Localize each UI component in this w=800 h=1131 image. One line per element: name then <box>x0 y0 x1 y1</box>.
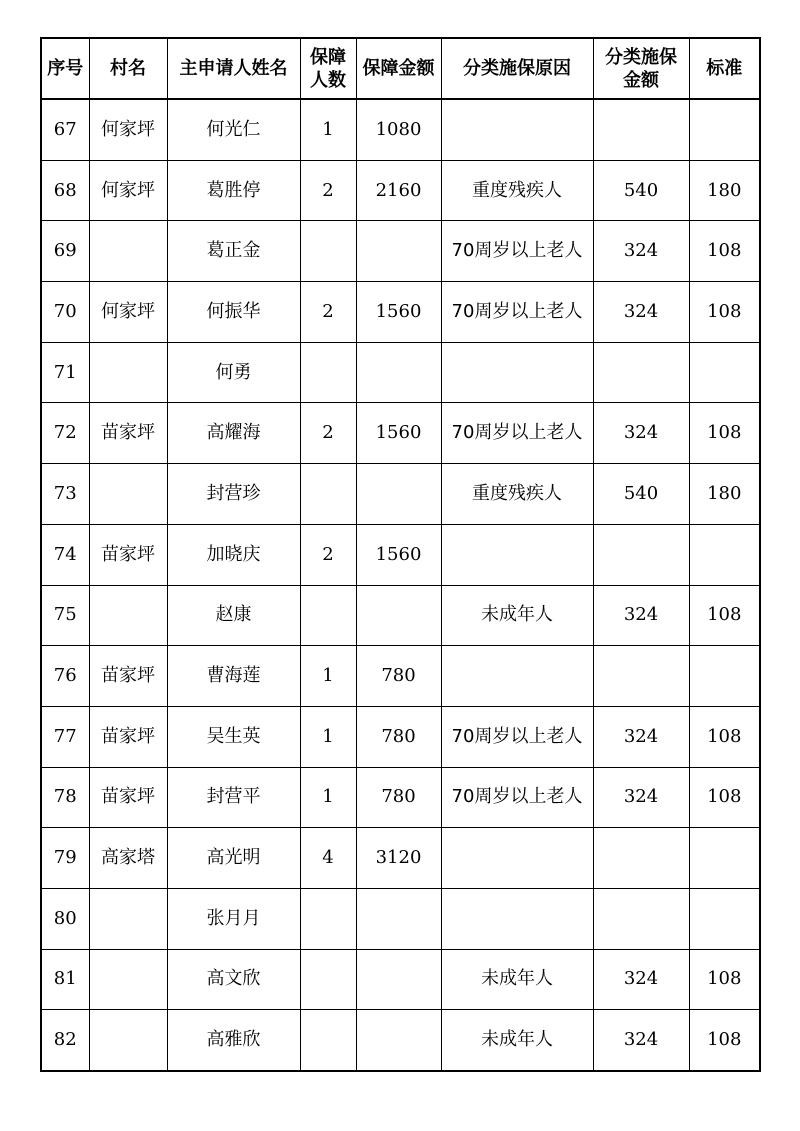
cell-standard <box>689 342 760 403</box>
cell-village: 何家坪 <box>89 99 167 160</box>
table-row <box>41 342 760 403</box>
cell-standard: 108 <box>689 282 760 343</box>
cell-standard: 180 <box>689 464 760 525</box>
cell-amount: 780 <box>356 767 441 828</box>
cell-standard <box>689 646 760 707</box>
header-count: 保障人数 <box>300 38 356 99</box>
cell-applicant: 吴生英 <box>167 706 300 767</box>
cell-seq: 77 <box>41 706 89 767</box>
cell-standard: 108 <box>689 1010 760 1071</box>
cell-class-amount: 324 <box>593 949 689 1010</box>
table-row <box>41 767 760 828</box>
cell-village: 苗家坪 <box>89 646 167 707</box>
cell-applicant: 加晓庆 <box>167 524 300 585</box>
cell-count <box>300 888 356 949</box>
cell-reason: 70周岁以上老人 <box>441 282 593 343</box>
cell-class-amount <box>593 99 689 160</box>
header-standard: 标准 <box>689 38 760 99</box>
header-reason: 分类施保原因 <box>441 38 593 99</box>
table-row <box>41 464 760 525</box>
table-row <box>41 828 760 889</box>
cell-count: 1 <box>300 706 356 767</box>
cell-class-amount: 324 <box>593 767 689 828</box>
cell-reason <box>441 524 593 585</box>
cell-amount <box>356 888 441 949</box>
cell-village <box>89 221 167 282</box>
cell-amount: 1560 <box>356 403 441 464</box>
cell-seq: 68 <box>41 160 89 221</box>
cell-amount: 1560 <box>356 524 441 585</box>
header-amount: 保障金额 <box>356 38 441 99</box>
cell-standard <box>689 99 760 160</box>
cell-applicant: 赵康 <box>167 585 300 646</box>
cell-standard <box>689 888 760 949</box>
cell-class-amount: 324 <box>593 1010 689 1071</box>
cell-count <box>300 342 356 403</box>
cell-count: 1 <box>300 646 356 707</box>
cell-applicant: 高文欣 <box>167 949 300 1010</box>
cell-count <box>300 949 356 1010</box>
cell-village: 高家塔 <box>89 828 167 889</box>
header-applicant: 主申请人姓名 <box>167 38 300 99</box>
cell-seq: 73 <box>41 464 89 525</box>
cell-reason <box>441 99 593 160</box>
cell-seq: 72 <box>41 403 89 464</box>
cell-seq: 80 <box>41 888 89 949</box>
table-row <box>41 646 760 707</box>
cell-count: 2 <box>300 403 356 464</box>
cell-village <box>89 888 167 949</box>
cell-seq: 71 <box>41 342 89 403</box>
cell-applicant: 何勇 <box>167 342 300 403</box>
cell-seq: 75 <box>41 585 89 646</box>
cell-reason: 70周岁以上老人 <box>441 767 593 828</box>
cell-standard: 108 <box>689 706 760 767</box>
cell-standard: 108 <box>689 221 760 282</box>
table-row <box>41 160 760 221</box>
cell-applicant: 封营平 <box>167 767 300 828</box>
cell-amount <box>356 342 441 403</box>
header-seq: 序号 <box>41 38 89 99</box>
cell-amount: 1560 <box>356 282 441 343</box>
cell-seq: 74 <box>41 524 89 585</box>
cell-applicant: 葛胜停 <box>167 160 300 221</box>
table-row <box>41 706 760 767</box>
cell-village <box>89 1010 167 1071</box>
cell-class-amount <box>593 524 689 585</box>
cell-amount <box>356 585 441 646</box>
cell-count: 4 <box>300 828 356 889</box>
table-row <box>41 282 760 343</box>
cell-amount <box>356 949 441 1010</box>
cell-reason: 70周岁以上老人 <box>441 403 593 464</box>
header-village: 村名 <box>89 38 167 99</box>
table-row <box>41 99 760 160</box>
cell-amount <box>356 1010 441 1071</box>
cell-applicant: 高光明 <box>167 828 300 889</box>
cell-standard: 108 <box>689 949 760 1010</box>
cell-reason: 70周岁以上老人 <box>441 706 593 767</box>
cell-count <box>300 464 356 525</box>
cell-seq: 67 <box>41 99 89 160</box>
cell-village: 苗家坪 <box>89 767 167 828</box>
cell-count <box>300 585 356 646</box>
table-row <box>41 221 760 282</box>
cell-village: 苗家坪 <box>89 403 167 464</box>
cell-class-amount <box>593 646 689 707</box>
cell-reason: 重度残疾人 <box>441 464 593 525</box>
table-row <box>41 403 760 464</box>
cell-applicant: 高耀海 <box>167 403 300 464</box>
cell-village: 苗家坪 <box>89 524 167 585</box>
cell-village: 何家坪 <box>89 160 167 221</box>
cell-count: 2 <box>300 282 356 343</box>
cell-count: 2 <box>300 524 356 585</box>
cell-amount: 780 <box>356 646 441 707</box>
cell-standard: 108 <box>689 585 760 646</box>
cell-reason: 70周岁以上老人 <box>441 221 593 282</box>
cell-amount: 1080 <box>356 99 441 160</box>
table-body <box>41 99 760 1071</box>
cell-amount: 2160 <box>356 160 441 221</box>
table-row <box>41 1010 760 1071</box>
cell-class-amount: 324 <box>593 706 689 767</box>
cell-reason <box>441 646 593 707</box>
cell-village: 何家坪 <box>89 282 167 343</box>
cell-standard <box>689 524 760 585</box>
cell-seq: 70 <box>41 282 89 343</box>
cell-amount <box>356 464 441 525</box>
cell-class-amount: 324 <box>593 221 689 282</box>
table-row <box>41 524 760 585</box>
cell-class-amount: 540 <box>593 464 689 525</box>
cell-amount: 3120 <box>356 828 441 889</box>
cell-seq: 76 <box>41 646 89 707</box>
cell-standard: 108 <box>689 403 760 464</box>
cell-village <box>89 585 167 646</box>
table-row <box>41 888 760 949</box>
cell-class-amount: 540 <box>593 160 689 221</box>
cell-amount <box>356 221 441 282</box>
cell-applicant: 高雅欣 <box>167 1010 300 1071</box>
cell-standard: 180 <box>689 160 760 221</box>
cell-village <box>89 342 167 403</box>
cell-reason <box>441 342 593 403</box>
cell-village: 苗家坪 <box>89 706 167 767</box>
cell-class-amount: 324 <box>593 585 689 646</box>
cell-standard: 108 <box>689 767 760 828</box>
cell-reason <box>441 828 593 889</box>
cell-class-amount <box>593 888 689 949</box>
cell-count <box>300 1010 356 1071</box>
header-row <box>41 38 760 99</box>
cell-seq: 79 <box>41 828 89 889</box>
cell-count <box>300 221 356 282</box>
cell-standard <box>689 828 760 889</box>
cell-seq: 82 <box>41 1010 89 1071</box>
cell-seq: 81 <box>41 949 89 1010</box>
cell-amount: 780 <box>356 706 441 767</box>
cell-seq: 78 <box>41 767 89 828</box>
cell-reason: 未成年人 <box>441 1010 593 1071</box>
cell-village <box>89 464 167 525</box>
cell-class-amount <box>593 828 689 889</box>
cell-applicant: 何振华 <box>167 282 300 343</box>
assistance-table <box>40 37 761 1072</box>
cell-applicant: 葛正金 <box>167 221 300 282</box>
header-class-amount: 分类施保金额 <box>593 38 689 99</box>
cell-village <box>89 949 167 1010</box>
cell-count: 1 <box>300 767 356 828</box>
table-row <box>41 949 760 1010</box>
cell-reason <box>441 888 593 949</box>
cell-class-amount: 324 <box>593 282 689 343</box>
cell-seq: 69 <box>41 221 89 282</box>
cell-class-amount: 324 <box>593 403 689 464</box>
cell-applicant: 何光仁 <box>167 99 300 160</box>
cell-reason: 未成年人 <box>441 585 593 646</box>
cell-applicant: 封营珍 <box>167 464 300 525</box>
cell-reason: 重度残疾人 <box>441 160 593 221</box>
cell-reason: 未成年人 <box>441 949 593 1010</box>
cell-applicant: 曹海莲 <box>167 646 300 707</box>
cell-count: 2 <box>300 160 356 221</box>
table-row <box>41 585 760 646</box>
cell-count: 1 <box>300 99 356 160</box>
cell-class-amount <box>593 342 689 403</box>
cell-applicant: 张月月 <box>167 888 300 949</box>
